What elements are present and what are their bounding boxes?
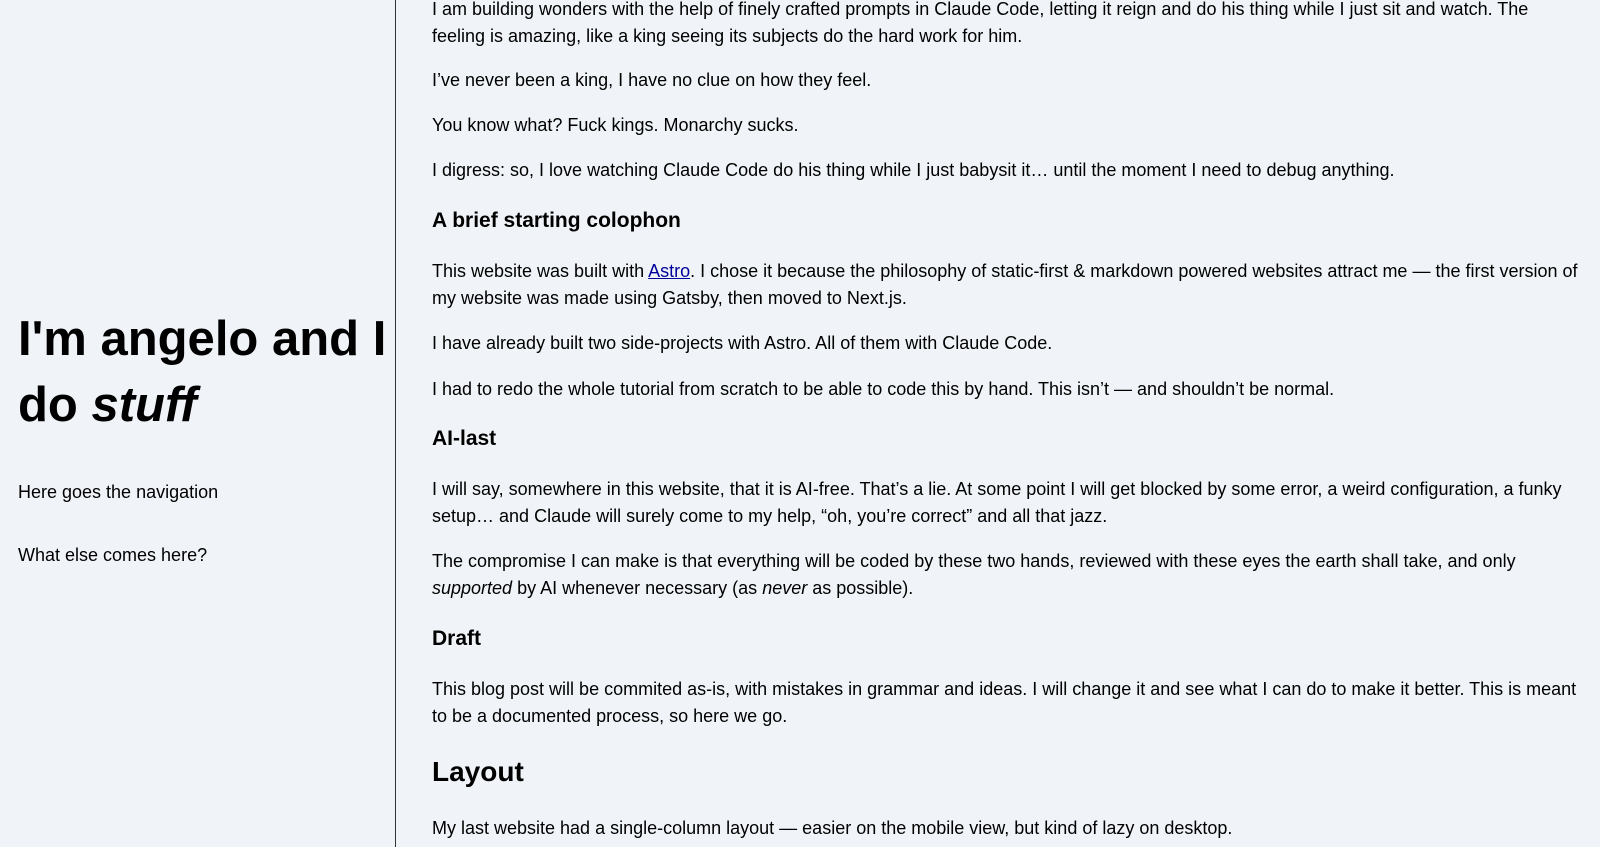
paragraph-king: I’ve never been a king, I have no clue on how they feel. (432, 70, 872, 90)
paragraph-intro: I am building wonders with the help of finely crafted prompts in Claude Code, letting it reign and do his thing while I just sit and watch. The feeling is amazing, like a king seeing its subjects do the hard work for him. (432, 0, 1529, 46)
paragraph-draft: This blog post will be commited as-is, with mistakes in grammar and ideas. I will change it and see what I can do to make it better. This is meant to be a documented process, so here we go. (432, 679, 1577, 726)
paragraph-compromise-text-c: as possible). (807, 578, 914, 598)
paragraph-tutorial: I had to redo the whole tutorial from scratch to be able to code this by hand. This isn’t — and shouldn’t be normal. (432, 379, 1335, 399)
paragraph-ai-free: I will say, somewhere in this website, that it is AI-free. That’s a lie. At some point I will get blocked by some error, a weird configuration, a funky setup… and Claude will surely come to my help, “oh, you’re correct” and all that jazz. (432, 479, 1562, 526)
paragraph-astro-text-start: This website was built with (432, 261, 649, 281)
paragraph-compromise-text-a: The compromise I can make is that everything will be coded by these two hands, reviewed with these eyes the earth shall take, and only (432, 551, 1516, 571)
article-content (432, 0, 1582, 847)
paragraph-astro (432, 258, 1582, 312)
paragraph-compromise-text-b: by AI whenever necessary (as (512, 578, 763, 598)
site-title (18, 306, 388, 438)
site-title-emphasis: stuff (91, 378, 197, 432)
paragraph-side-projects: I have already built two side-projects with Astro. All of them with Claude Code. (432, 333, 1053, 353)
emphasis-never: never (762, 578, 808, 598)
paragraph-astro-text-end: . I chose it because the philosophy of static-first & markdown powered websites attract me — the first version of my website was made using Gatsby, then moved to Next.js. (432, 261, 1578, 308)
site-title-text: I'm angelo and I do (18, 312, 387, 432)
paragraph-digress: I digress: so, I love watching Claude Code do his thing while I just babysit it… until the moment I need to debug anything. (432, 160, 1395, 180)
heading-layout: Layout (432, 756, 524, 787)
paragraph-monarchy: You know what? Fuck kings. Monarchy sucks. (432, 115, 799, 135)
heading-colophon: A brief starting colophon (432, 209, 681, 232)
sidebar (0, 0, 396, 847)
emphasis-supported: supported (432, 578, 513, 598)
heading-ai-last: AI-last (432, 427, 497, 450)
paragraph-compromise (432, 548, 1582, 602)
paragraph-layout: My last website had a single-column layout — easier on the mobile view, but kind of lazy on desktop. (432, 818, 1233, 838)
astro-link[interactable]: Astro (648, 261, 691, 281)
heading-draft: Draft (432, 627, 482, 650)
sidebar-extra-text: What else comes here? (18, 545, 208, 565)
navigation-placeholder: Here goes the navigation (18, 482, 219, 502)
